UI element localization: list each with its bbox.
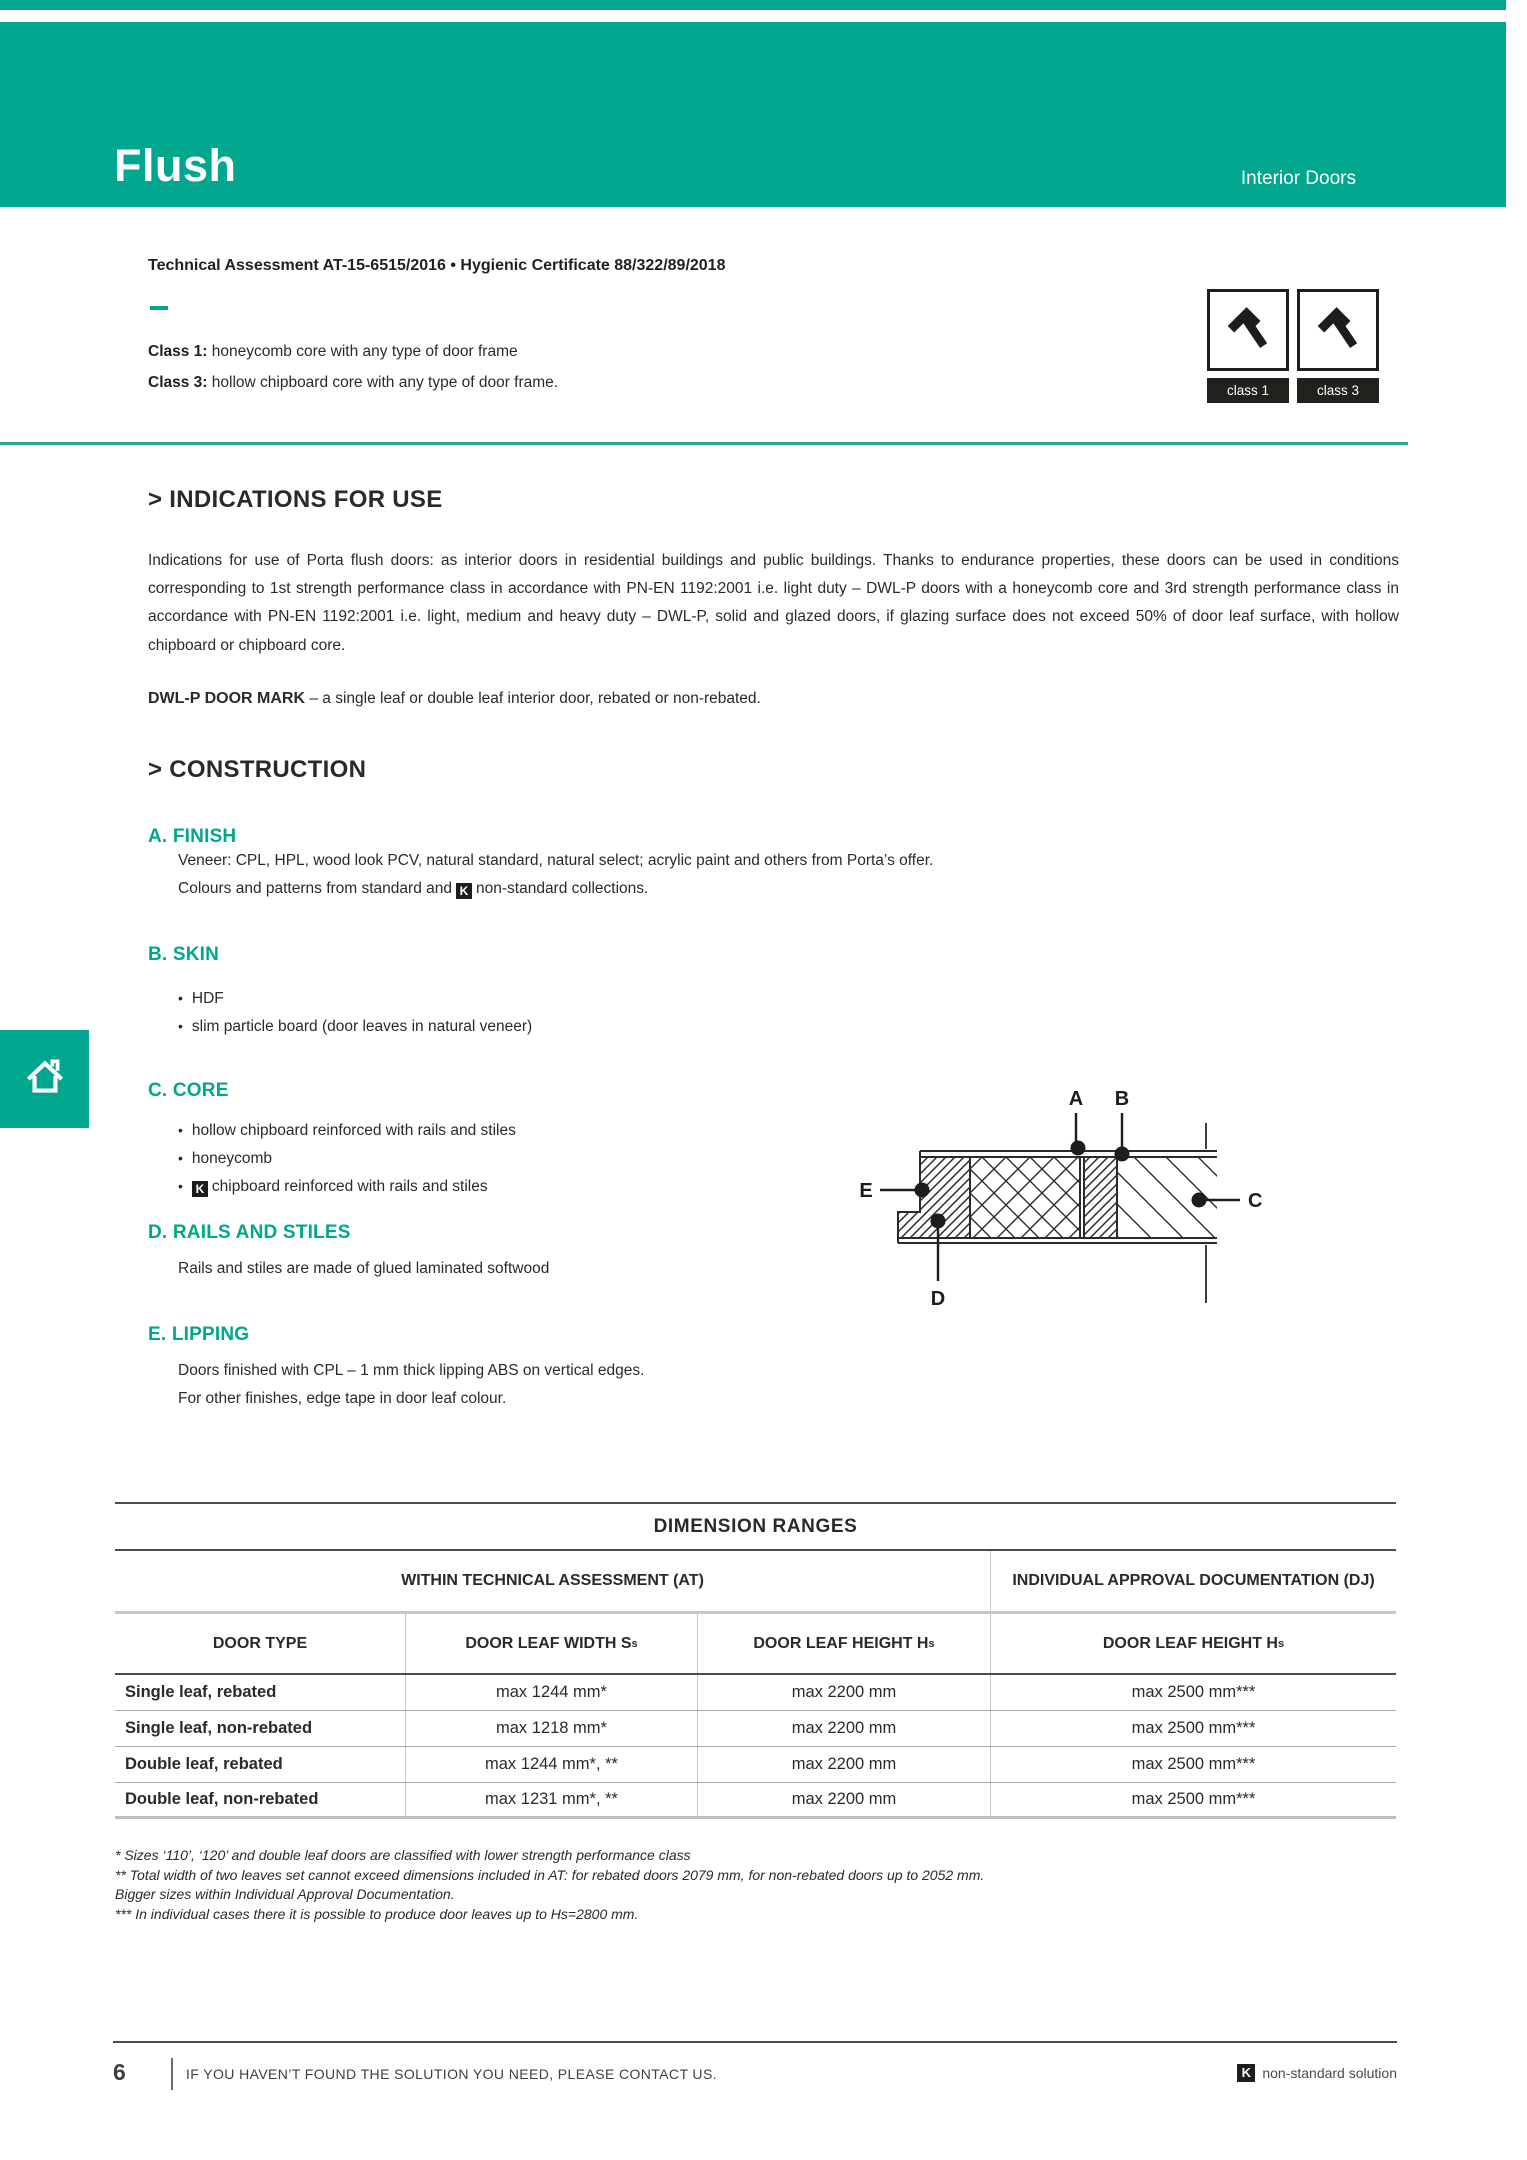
- rails-text: Rails and stiles are made of glued laminated softwood: [178, 1260, 550, 1277]
- footer-message: IF YOU HAVEN’T FOUND THE SOLUTION YOU NEED, PLEASE CONTACT US.: [186, 2066, 717, 2082]
- footer-k-note-text: non-standard solution: [1262, 2065, 1397, 2081]
- section-divider: [0, 442, 1408, 445]
- diagram-label-b: B: [1114, 1088, 1130, 1110]
- top-accent-strip: [0, 0, 1506, 10]
- row-width: max 1218 mm*: [405, 1711, 697, 1746]
- row-height-at: max 2200 mm: [697, 1675, 990, 1710]
- finish-line2-text-after: non-standard collections.: [476, 880, 649, 897]
- row-width: max 1231 mm*, **: [405, 1783, 697, 1816]
- class1-line: [148, 343, 518, 361]
- row-type: Single leaf, non-rebated: [125, 1719, 313, 1737]
- k-mark-icon: K: [192, 1181, 208, 1197]
- table-row: [115, 1675, 1396, 1711]
- skin-bullet-1: • HDF: [178, 990, 224, 1008]
- class3-badge-label: class 3: [1297, 378, 1379, 403]
- table-row: [115, 1783, 1396, 1819]
- col-header-height-at: DOOR LEAF HEIGHT H s: [697, 1614, 990, 1673]
- row-height-dj: max 2500 mm***: [990, 1675, 1396, 1710]
- footnote-1: * Sizes ‘110’, ‘120’ and double leaf doors are classified with lower strength performance class: [115, 1847, 691, 1863]
- col-header-door-type: DOOR TYPE: [212, 1634, 308, 1652]
- table-row: [115, 1711, 1396, 1747]
- indications-paragraph: Indications for use of Porta flush doors: as interior doors in residential buildings and public buildings. Thanks to endurance properties, these doors can be used in conditions corresponding to 1st strength performance class in accordance with PN-EN 1192:2001 i.e. light duty – DWL-P doors with a honeycomb core and 3rd strength performance class in accordance with PN-EN 1192:2001 i.e. light, medium and heavy duty – DWL-P, solid and glazed doors, if glazing surface does not exceed 50% of door leaf surface, with hollow chipboard or chipboard core.: [148, 552, 1399, 654]
- core-heading: C. CORE: [148, 1080, 229, 1101]
- category-label: Interior Doors: [1240, 168, 1356, 189]
- row-height-at: max 2200 mm: [697, 1747, 990, 1782]
- class1-text: honeycomb core with any type of door frame: [207, 343, 518, 360]
- row-height-dj: max 2500 mm***: [990, 1711, 1396, 1746]
- row-height-at: max 2200 mm: [697, 1711, 990, 1746]
- row-height-dj: max 2500 mm***: [990, 1783, 1396, 1816]
- page-title: Flush: [114, 140, 237, 191]
- class3-line: [148, 374, 558, 392]
- door-mark-text: – a single leaf or double leaf interior door, rebated or non-rebated.: [305, 690, 761, 707]
- home-icon: [22, 1054, 68, 1105]
- footer-k-note: [1237, 2064, 1397, 2082]
- lipping-line1: Doors finished with CPL – 1 mm thick lipping ABS on vertical edges.: [178, 1362, 645, 1379]
- col-header-height-at-text: DOOR LEAF HEIGHT H: [753, 1634, 929, 1652]
- row-width: max 1244 mm*: [405, 1675, 697, 1710]
- footer-rule: [113, 2041, 1397, 2043]
- indications-heading: > INDICATIONS FOR USE: [148, 486, 443, 513]
- row-height-dj: max 2500 mm***: [990, 1747, 1396, 1782]
- footer-divider: [171, 2058, 173, 2090]
- table-column-header-row: [115, 1614, 1396, 1675]
- class3-label: Class 3:: [148, 374, 208, 391]
- core-bullet-1: • hollow chipboard reinforced with rails and stiles: [178, 1122, 516, 1140]
- diagram-label-e: E: [859, 1180, 873, 1202]
- core-region: [970, 1157, 1080, 1238]
- group-header-dj: INDIVIDUAL APPROVAL DOCUMENTATION (DJ): [990, 1551, 1396, 1611]
- col-header-width-text: DOOR LEAF WIDTH S: [465, 1634, 632, 1652]
- diagram-label-d: D: [930, 1288, 946, 1310]
- row-width: max 1244 mm*, **: [405, 1747, 697, 1782]
- table-group-header-row: [115, 1551, 1396, 1614]
- diagram-label-a: A: [1068, 1088, 1084, 1110]
- lipping-line2: For other finishes, edge tape in door leaf colour.: [178, 1390, 507, 1407]
- table-row: [115, 1747, 1396, 1783]
- skin-bullet-2: • slim particle board (door leaves in natural veneer): [178, 1018, 532, 1036]
- finish-line2-text: Colours and patterns from standard and: [178, 880, 452, 897]
- skin-heading: B. SKIN: [148, 944, 220, 965]
- door-mark-line: [148, 690, 761, 708]
- class1-badge: [1207, 289, 1289, 403]
- core-bullet-3-text: chipboard reinforced with rails and stiles: [211, 1178, 488, 1195]
- row-type: Single leaf, rebated: [125, 1683, 277, 1701]
- dimension-table: [115, 1502, 1396, 1819]
- class3-text: hollow chipboard core with any type of door frame.: [207, 374, 559, 391]
- table-title: DIMENSION RANGES: [115, 1502, 1396, 1551]
- row-type: Double leaf, rebated: [125, 1755, 283, 1773]
- construction-heading: > CONSTRUCTION: [148, 756, 367, 783]
- row-type: Double leaf, non-rebated: [125, 1790, 319, 1808]
- door-mark-label: DWL-P DOOR MARK: [148, 690, 306, 707]
- footnote-2: ** Total width of two leaves set cannot exceed dimensions included in AT: for rebated doors 2079 mm, for non-rebated doors up to 2052 mm.: [115, 1866, 985, 1883]
- footnote-2b: Bigger sizes within Individual Approval Documentation.: [115, 1886, 455, 1902]
- rails-heading: D. RAILS AND STILES: [148, 1222, 351, 1243]
- page-number: 6: [113, 2059, 126, 2085]
- core-bullet-3: [178, 1178, 488, 1197]
- finish-line2: [178, 880, 648, 899]
- col-header-height-dj: DOOR LEAF HEIGHT H s: [990, 1614, 1396, 1673]
- finish-line1: Veneer: CPL, HPL, wood look PCV, natural standard, natural select; acrylic paint and others from Porta’s offer.: [178, 852, 934, 869]
- stile-region: [1084, 1157, 1117, 1238]
- row-height-at: max 2200 mm: [697, 1783, 990, 1816]
- accent-dash: [150, 306, 168, 310]
- hammer-icon: [1297, 289, 1379, 371]
- class1-badge-label: class 1: [1207, 378, 1289, 403]
- k-mark-icon: K: [1237, 2064, 1255, 2082]
- hammer-icon: [1207, 289, 1289, 371]
- header-band: [0, 22, 1506, 207]
- lipping-heading: E. LIPPING: [148, 1324, 250, 1345]
- core-bullet-2: • honeycomb: [178, 1150, 272, 1168]
- group-header-at: WITHIN TECHNICAL ASSESSMENT (AT): [401, 1572, 704, 1589]
- diagram-label-c: C: [1248, 1190, 1263, 1212]
- certification-line: Technical Assessment AT-15-6515/2016 • Hygienic Certificate 88/322/89/2018: [148, 257, 726, 274]
- col-header-height-dj-text: DOOR LEAF HEIGHT H: [1102, 1634, 1278, 1652]
- class3-badge: [1297, 289, 1379, 403]
- door-cross-section-diagram: [838, 1085, 1308, 1320]
- k-mark-icon: K: [456, 883, 472, 899]
- home-tab-button[interactable]: [0, 1030, 89, 1128]
- footnote-3: *** In individual cases there it is possible to produce door leaves up to Hs=2800 mm.: [115, 1905, 639, 1922]
- finish-heading: A. FINISH: [148, 826, 237, 847]
- footnotes: [115, 1846, 984, 1924]
- class1-label: Class 1:: [148, 343, 208, 360]
- col-header-width: DOOR LEAF WIDTH S s: [405, 1614, 697, 1673]
